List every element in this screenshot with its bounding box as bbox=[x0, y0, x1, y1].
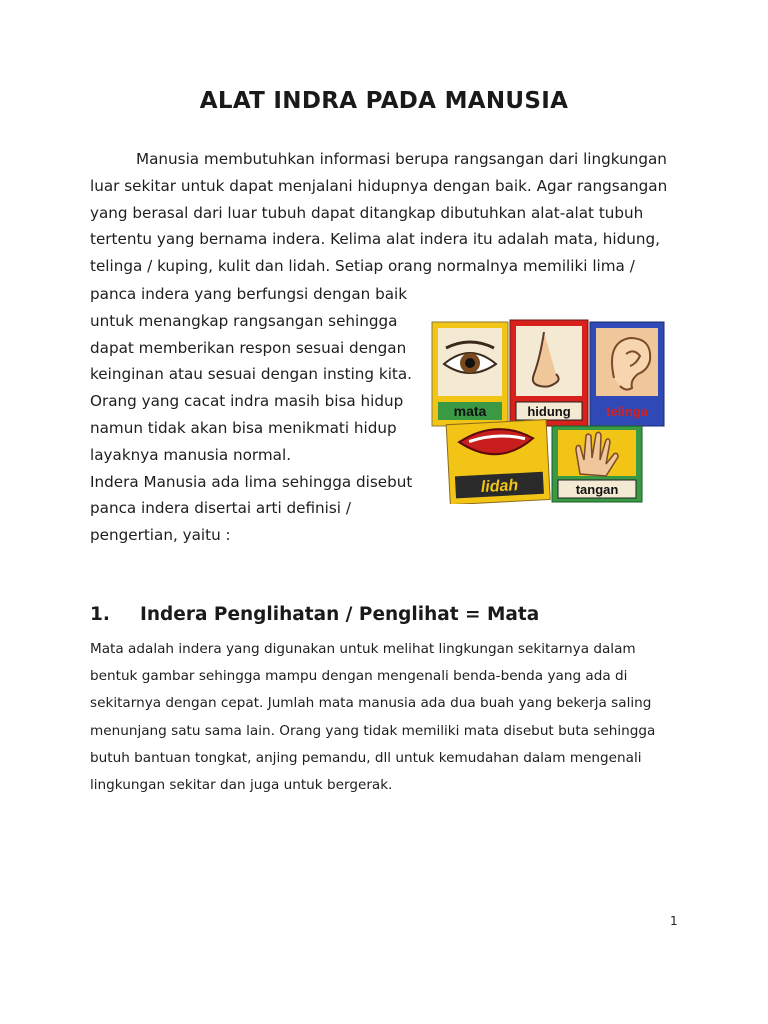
section-number: 1. bbox=[90, 604, 110, 625]
intro-line: yang berasal dari luar tubuh dapat ditangkap dibutuhkan alat-alat tubuh bbox=[90, 203, 644, 222]
paragraph-line: Mata adalah indera yang digunakan untuk melihat lingkungan sekitarnya dalam bbox=[90, 641, 636, 657]
paragraph-line: butuh bantuan tongkat, anjing pemandu, dll untuk kemudahan dalam mengenali bbox=[90, 749, 642, 766]
paragraph-line: untuk menangkap rangsangan sehingga bbox=[90, 311, 398, 330]
intro-line: tertentu yang bernama indera. Kelima alat indera itu adalah mata, hidung, bbox=[90, 230, 660, 249]
paragraph-line: lingkungan sekitar dan juga untuk bergerak. bbox=[90, 777, 393, 794]
paragraph-line: bentuk gambar sehingga mampu dengan mengenali benda-benda yang ada di bbox=[90, 668, 628, 685]
intro-line: luar sekitar untuk dapat menjalani hidupnya dengan baik. Agar rangsangan bbox=[90, 176, 668, 195]
paragraph-line: sekitarnya dengan cepat. Jumlah mata manusia ada dua buah yang bekerja saling bbox=[90, 695, 652, 712]
paragraph-line: layaknya manusia normal. bbox=[90, 445, 292, 464]
mata-card bbox=[432, 322, 508, 426]
paragraph-line: namun tidak akan bisa menikmati hidup bbox=[90, 418, 397, 437]
five-senses-illustration bbox=[430, 318, 666, 504]
label-telinga: telinga bbox=[606, 404, 648, 419]
tangan-card bbox=[552, 426, 642, 502]
paragraph-line: Indera Manusia ada lima sehingga disebut bbox=[90, 472, 413, 491]
intro-line: Manusia membutuhkan informasi berupa rangsangan dari lingkungan bbox=[136, 150, 667, 168]
label-hidung: hidung bbox=[527, 404, 571, 419]
intro-line: telinga / kuping, kulit dan lidah. Setiap orang normalnya memiliki lima / bbox=[90, 257, 635, 276]
paragraph-line: keinginan atau sesuai dengan insting kita. bbox=[90, 365, 412, 384]
paragraph-line: pengertian, yaitu : bbox=[90, 526, 231, 545]
paragraph-line: panca indera yang berfungsi dengan baik bbox=[90, 285, 408, 303]
paragraph-line: dapat memberikan respon sesuai dengan bbox=[90, 338, 407, 357]
wrapped-paragraph bbox=[90, 281, 420, 549]
page-title: ALAT INDRA PADA MANUSIA bbox=[199, 88, 569, 114]
section-heading-text: Indera Penglihatan / Penglihat = Mata bbox=[140, 604, 540, 625]
label-mata: mata bbox=[453, 403, 487, 419]
section-paragraph bbox=[90, 636, 690, 799]
label-lidah: lidah bbox=[480, 477, 519, 497]
label-tangan: tangan bbox=[575, 482, 619, 497]
lidah-card bbox=[446, 420, 550, 504]
paragraph-line: Orang yang cacat indra masih bisa hidup bbox=[90, 392, 404, 411]
hidung-card bbox=[510, 320, 588, 426]
section-heading bbox=[90, 604, 690, 625]
telinga-card bbox=[590, 322, 664, 426]
intro-paragraph bbox=[90, 146, 680, 280]
paragraph-line: panca indera disertai arti definisi / bbox=[90, 499, 351, 518]
paragraph-line: menunjang satu sama lain. Orang yang tidak memiliki mata disebut buta sehingga bbox=[90, 722, 656, 739]
page-number: 1 bbox=[670, 914, 678, 928]
